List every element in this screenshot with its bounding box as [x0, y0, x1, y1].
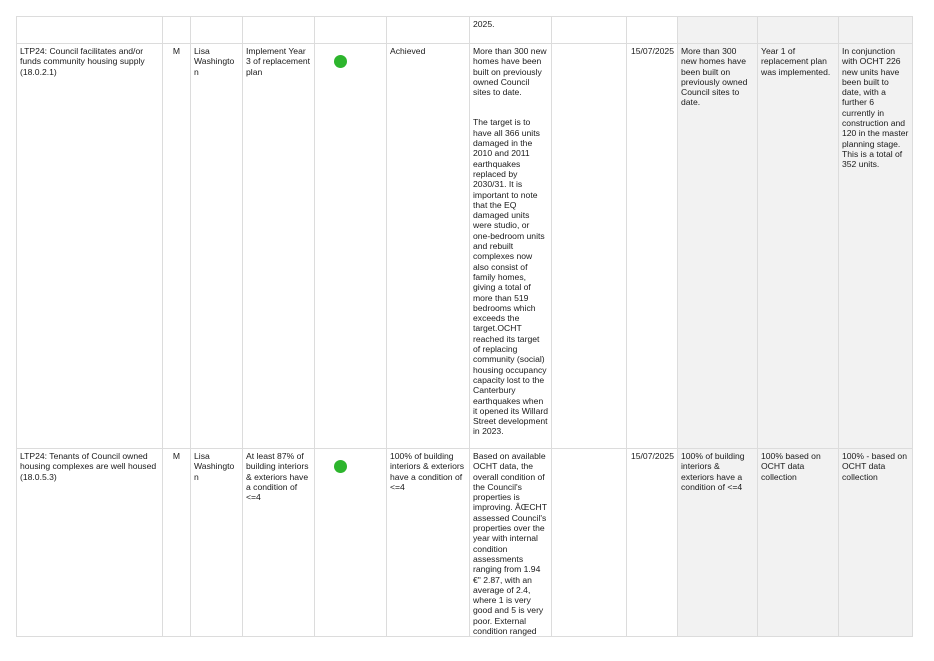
- cell-history-3: [839, 17, 913, 44]
- performance-report-table: [16, 16, 913, 637]
- status-green-dot-icon: [334, 460, 347, 473]
- cell-status: [315, 449, 387, 637]
- cell-date: 15/07/2025: [627, 449, 678, 637]
- cell-target: At least 87% of building interiors & exteriors have a condition of <=4: [243, 449, 315, 637]
- cell-status: [315, 17, 387, 44]
- cell-history-3: 100% - based on OCHT data collection: [839, 449, 913, 637]
- cell-target: Implement Year 3 of replacement plan: [243, 44, 315, 449]
- cell-history-1: More than 300 new homes have been built on previously owned Council sites to date.: [678, 44, 758, 449]
- cell-history-3: In conjunction with OCHT 226 new units have been built to date, with a further 6 currently in construction and 120 in the master planning stage. This is a total of 352 units.: [839, 44, 913, 449]
- commentary-paragraph: The target is to have all 366 units damaged in the 2010 and 2011 earthquakes replaced by 2030/31. It is important to note that the EQ damaged units were studio, or one-bedroom units and rebuilt complexes now also consist of family homes, giving a total of more than 519 bedrooms which exceeds the target.OCHT reached its target of replacing community (social) housing occupancy capacity lost to the Canterbury earthquakes when it opened its Willard Street development in 2023.: [473, 117, 548, 437]
- cell-owner: Lisa Washington: [191, 449, 243, 637]
- cell-level: M: [163, 449, 191, 637]
- cell-owner: Lisa Washington: [191, 44, 243, 449]
- table-row: [17, 449, 913, 637]
- cell-result: Achieved: [387, 44, 470, 449]
- cell-status: [315, 44, 387, 449]
- cell-measure: [17, 17, 163, 44]
- table-row: [17, 44, 913, 449]
- cell-owner: [191, 17, 243, 44]
- cell-level: M: [163, 44, 191, 449]
- cell-target: [243, 17, 315, 44]
- cell-commentary: 2025.: [470, 17, 552, 44]
- commentary-paragraph: More than 300 new homes have been built on previously owned Council sites to date.: [473, 46, 547, 98]
- commentary-paragraph: Based on available OCHT data, the overall condition of the Council's properties is improving. ÂŒCHT assessed Council's properties over the year with internal condition assessments ranging from 1.94 €" 2.87, with an average of 2.4, where 1 is very good and 5 is very poor. External condition ranged: [473, 451, 547, 637]
- cell-measure: LTP24: Council facilitates and/or funds community housing supply (18.0.2.1): [17, 44, 163, 449]
- cell-result: 100% of building interiors & exteriors have a condition of <=4: [387, 449, 470, 637]
- cell-blank: [552, 449, 627, 637]
- cell-history-1: [678, 17, 758, 44]
- cell-blank: [552, 44, 627, 449]
- status-green-dot-icon: [334, 55, 347, 68]
- cell-history-2: [758, 17, 839, 44]
- cell-history-2: Year 1 of replacement plan was implemented.: [758, 44, 839, 449]
- cell-commentary: [470, 44, 552, 449]
- table-row-continuation: [17, 17, 913, 44]
- cell-measure: LTP24: Tenants of Council owned housing complexes are well housed (18.0.5.3): [17, 449, 163, 637]
- cell-commentary: [470, 449, 552, 637]
- cell-blank: [552, 17, 627, 44]
- cell-history-1: 100% of building interiors & exteriors have a condition of <=4: [678, 449, 758, 637]
- cell-result: [387, 17, 470, 44]
- cell-date: 15/07/2025: [627, 44, 678, 449]
- cell-date: [627, 17, 678, 44]
- cell-level: [163, 17, 191, 44]
- cell-history-2: 100% based on OCHT data collection: [758, 449, 839, 637]
